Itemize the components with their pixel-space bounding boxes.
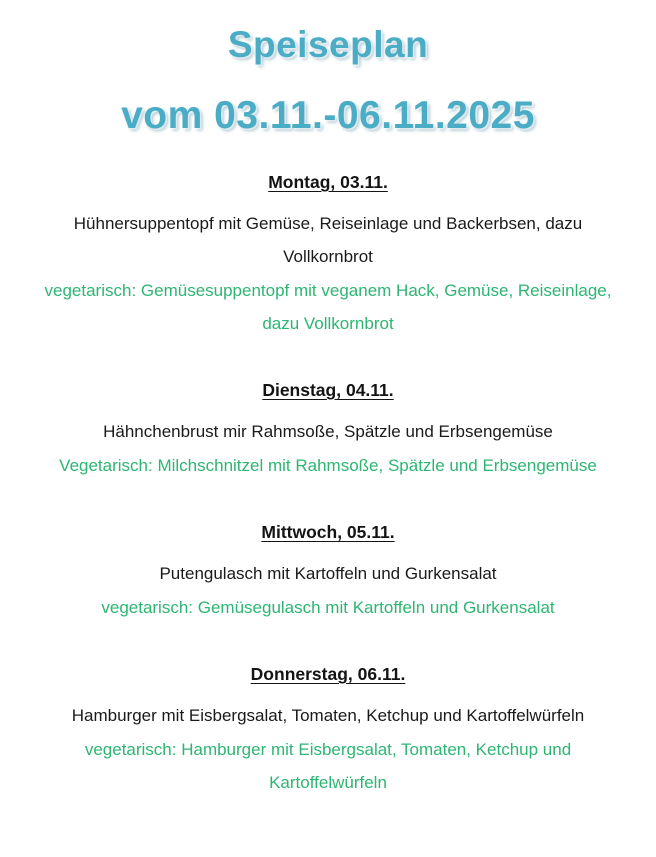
day-section-thursday [36, 664, 620, 799]
page-subtitle-date-range: vom 03.11.-06.11.2025 [121, 94, 535, 137]
day-section-tuesday [36, 380, 620, 482]
day-heading: Donnerstag, 06.11. [250, 664, 406, 684]
vegetarian-text: vegetarisch: Gemüsegulasch mit Kartoffeln und Gurkensalat [101, 598, 555, 617]
page-title: Speiseplan [227, 24, 429, 65]
title-block [0, 0, 656, 138]
meal-text: Hühnersuppentopf mit Gemüse, Reiseinlage und Backerbsen, dazu Vollkornbrot [73, 214, 583, 266]
vegetarian-text: vegetarisch: Hamburger mit Eisbergsalat, Tomaten, Ketchup und Kartoffelwürfeln [84, 740, 572, 792]
day-heading: Montag, 03.11. [268, 172, 388, 192]
day-section-wednesday [36, 522, 620, 624]
meal-text: Putengulasch mit Kartoffeln und Gurkensalat [159, 564, 497, 583]
day-heading: Dienstag, 04.11. [262, 380, 394, 400]
day-section-monday [36, 172, 620, 340]
day-heading: Mittwoch, 05.11. [261, 522, 395, 542]
vegetarian-text: Vegetarisch: Milchschnitzel mit Rahmsoße, Spätzle und Erbsengemüse [59, 456, 597, 475]
vegetarian-text: vegetarisch: Gemüsesuppentopf mit veganem Hack, Gemüse, Reiseinlage, dazu Vollkornbrot [44, 281, 612, 333]
meal-text: Hähnchenbrust mir Rahmsoße, Spätzle und Erbsengemüse [103, 422, 553, 441]
menu-list [36, 172, 620, 799]
meal-text: Hamburger mit Eisbergsalat, Tomaten, Ketchup und Kartoffelwürfeln [71, 706, 585, 725]
